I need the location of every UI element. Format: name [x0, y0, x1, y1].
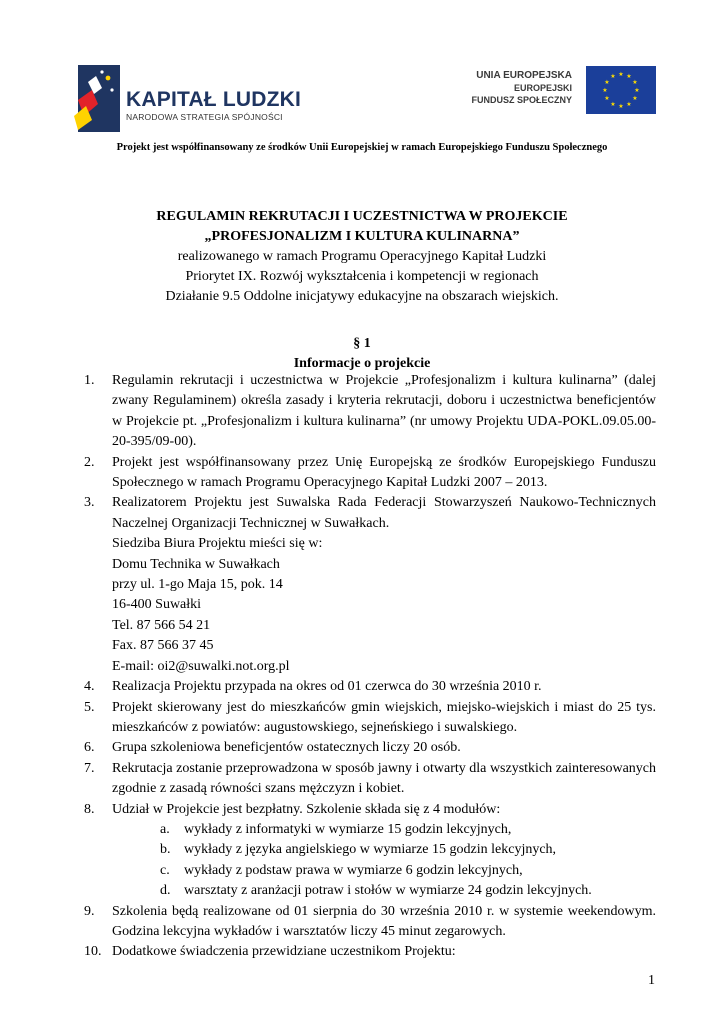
- list-item: [84, 493, 656, 677]
- list-item-text: Szkolenia będą realizowane od 01 sierpnia do 30 września 2010 r. w systemie weekendowym. Godzina lekcyjna wykładów i warsztatów liczy 45 minut zegarowych.: [112, 903, 656, 939]
- section-title: Informacje o projekcie: [293, 355, 431, 371]
- module-letter: c.: [160, 862, 170, 878]
- module-text: wykłady z podstaw prawa w wymiarze 6 godzin lekcyjnych,: [184, 862, 523, 878]
- svg-text:★: ★: [632, 95, 638, 102]
- list-item: [84, 698, 656, 739]
- list-item-number: 7.: [84, 760, 95, 776]
- list-item-number: 8.: [84, 801, 95, 817]
- list-item: [84, 453, 656, 494]
- svg-text:★: ★: [618, 71, 624, 78]
- module-text: wykłady z języka angielskiego w wymiarze 15 godzin lekcyjnych,: [184, 842, 557, 858]
- svg-text:★: ★: [626, 101, 632, 108]
- module-text: warsztaty z aranżacji potraw i stołów w wymiarze 24 godzin lekcyjnych.: [184, 883, 592, 899]
- list-item-text: Udział w Projekcie jest bezpłatny. Szkolenie składa się z 4 modułów:: [112, 801, 501, 817]
- list-item: [84, 759, 656, 800]
- numbered-list: [84, 371, 656, 963]
- phone-line: Tel. 87 566 54 21: [112, 617, 211, 633]
- svg-text:★: ★: [618, 103, 624, 110]
- list-item: [84, 800, 656, 902]
- fax-line: Fax. 87 566 37 45: [112, 638, 214, 654]
- list-item-number: 9.: [84, 903, 95, 919]
- list-item-number: 5.: [84, 699, 95, 715]
- list-item-number: 2.: [84, 454, 95, 470]
- svg-text:★: ★: [602, 87, 608, 94]
- list-item-text: Grupa szkoleniowa beneficjentów ostatecznych liczy 20 osób.: [112, 740, 461, 756]
- eu-logo-line3: FUNDUSZ SPOŁECZNY: [471, 95, 572, 105]
- eu-logo-line1: UNIA EUROPEJSKA: [476, 70, 572, 81]
- title-line-2: „PROFESJONALIZM I KULTURA KULINARNA”: [204, 229, 520, 244]
- kapital-ludzki-emblem-icon: [72, 60, 122, 135]
- module-list: [112, 820, 656, 902]
- address-line: Domu Technika w Suwałkach: [112, 556, 280, 572]
- list-item: [84, 942, 656, 962]
- list-item: [84, 738, 656, 758]
- list-item-text: Realizatorem Projektu jest Suwalska Rada Federacji Stowarzyszeń Naukowo-Technicznych Naczelnej Organizacji Technicznej w Suwałkach.: [112, 495, 656, 531]
- list-item-number: 3.: [84, 495, 95, 511]
- list-item-text: Realizacja Projektu przypada na okres od 01 czerwca do 30 września 2010 r.: [112, 679, 542, 695]
- module-letter: d.: [160, 883, 171, 899]
- document-body: [84, 371, 656, 963]
- module-text: wykłady z informatyki w wymiarze 15 godzin lekcyjnych,: [184, 821, 512, 837]
- svg-text:★: ★: [610, 73, 616, 80]
- module-item: [160, 820, 656, 840]
- eu-efs-logo: [470, 66, 656, 118]
- section-symbol: § 1: [353, 336, 371, 351]
- title-line-3: realizowanego w ramach Programu Operacyjnego Kapitał Ludzki: [177, 249, 547, 264]
- list-item-number: 1.: [84, 373, 95, 388]
- svg-text:★: ★: [632, 79, 638, 86]
- section-heading: [0, 334, 724, 373]
- list-item-number: 4.: [84, 679, 95, 695]
- module-item: [160, 881, 656, 901]
- module-letter: b.: [160, 842, 171, 858]
- address-line: Siedziba Biura Projektu mieści się w:: [112, 536, 323, 552]
- address-line: 16-400 Suwałki: [112, 597, 202, 613]
- svg-text:★: ★: [604, 95, 610, 102]
- list-item-text: Dodatkowe świadczenia przewidziane uczestnikom Projektu:: [112, 944, 456, 960]
- cofinancing-note: Projekt jest współfinansowany ze środków Unii Europejskiej w ramach Europejskiego Funduszu Społecznego: [116, 142, 608, 153]
- title-line-5: Działanie 9.5 Oddolne inicjatywy edukacyjne na obszarach wiejskich.: [165, 289, 559, 304]
- module-letter: a.: [160, 821, 170, 837]
- kapital-ludzki-title: KAPITAŁ LUDZKI: [126, 88, 302, 111]
- list-item: [84, 371, 656, 453]
- svg-text:★: ★: [610, 101, 616, 108]
- kapital-ludzki-subtitle: NARODOWA STRATEGIA SPÓJNOŚCI: [126, 112, 283, 122]
- page-number: 1: [648, 973, 655, 988]
- project-office-address: [112, 534, 656, 677]
- list-item-number: 6.: [84, 740, 95, 756]
- title-line-4: Priorytet IX. Rozwój wykształcenia i kompetencji w regionach: [185, 269, 539, 284]
- eu-flag-icon: [586, 66, 656, 114]
- list-item-text: Projekt skierowany jest do mieszkańców gmin wiejskich, miejsko-wiejskich i miast do 25 tys. mieszkańców z powiatów: augustowskiego, sejneńskiego i suwalskiego.: [112, 699, 656, 735]
- svg-text:★: ★: [626, 73, 632, 80]
- module-item: [160, 840, 656, 860]
- list-item: [84, 902, 656, 943]
- eu-logo-line2: EUROPEJSKI: [513, 83, 572, 93]
- title-line-1: REGULAMIN REKRUTACJI I UCZESTNICTWA W PROJEKCIE: [156, 209, 568, 224]
- list-item-text: Rekrutacja zostanie przeprowadzona w sposób jawny i otwarty dla wszystkich zainteresowanych zgodnie z zasadą równości szans mężczyzn i kobiet.: [112, 760, 656, 797]
- list-item-text: Regulamin rekrutacji i uczestnictwa w Projekcie „Profesjonalizm i kultura kulinarna” (dalej zwany Regulaminem) określa zasady i kryteria rekrutacji, doboru i uczestnictwa beneficjentów w Projekcie pt. „Profesjonalizm i kultura kulinarna” (nr umowy Projektu UDA-POKL.09.05.00-20-395/09-00).: [112, 373, 656, 450]
- email-line: E-mail: oi2@suwalki.not.org.pl: [112, 658, 290, 674]
- list-item: [84, 677, 656, 697]
- document-title: [0, 207, 724, 307]
- svg-text:★: ★: [634, 87, 640, 94]
- module-item: [160, 861, 656, 881]
- svg-text:★: ★: [604, 79, 610, 86]
- list-item-text: Projekt jest współfinansowany przez Unię Europejską ze środków Europejskiego Funduszu Społecznego w ramach Programu Operacyjnego Kapitał Ludzki 2007 – 2013.: [112, 454, 656, 491]
- list-item-number: 10.: [84, 944, 102, 960]
- eu-logo-text: [471, 69, 572, 106]
- kapital-ludzki-logo: [72, 60, 302, 135]
- address-line: przy ul. 1-go Maja 15, pok. 14: [112, 577, 283, 593]
